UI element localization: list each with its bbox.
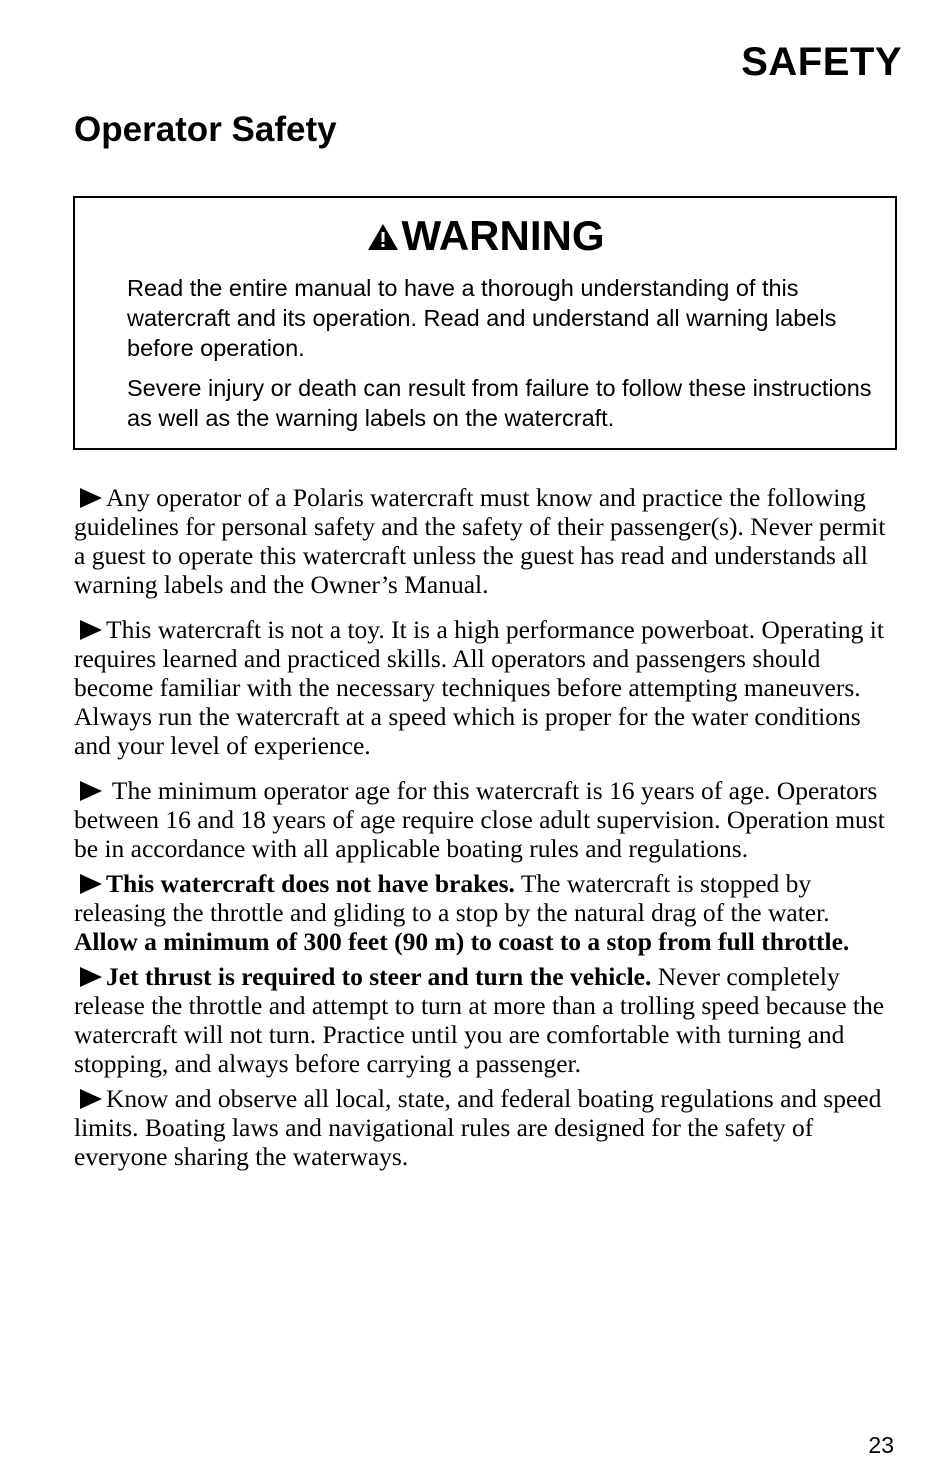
- guideline-bold-text: This watercraft does not have brakes.: [106, 869, 515, 898]
- guideline-item: [74, 869, 896, 956]
- guideline-text: This watercraft is not a toy. It is a high performance powerboat. Operating it requires learned and practiced skills. All operators and passengers should become familiar with the necessary techniques before attempting maneuvers. Always run the watercraft at a speed which is proper for the water conditions and your level of experience.: [74, 615, 884, 760]
- warning-body: [127, 273, 875, 443]
- warning-triangle-icon: [366, 222, 400, 252]
- guideline-text: Never completely release the throttle and attempt to turn at more than a trolling speed because the watercraft will not turn. Practice until you are comfortable with turning and stopping, and always before carrying a passenger.: [74, 962, 885, 1078]
- page-title: Operator Safety: [74, 110, 337, 149]
- guideline-text: Know and observe all local, state, and federal boating regulations and speed limits. Boating laws and navigational rules are designed for the safety of everyone sharing the waterways.: [74, 1084, 882, 1171]
- guideline-item: [74, 483, 896, 599]
- warning-paragraph: Read the entire manual to have a thorough understanding of this watercraft and its operation. Read and understand all warning labels before operation.: [127, 275, 837, 361]
- guideline-text: The watercraft is stopped by releasing the throttle and gliding to a stop by the natural drag of the water.: [74, 869, 830, 927]
- arrow-bullet-icon: [80, 781, 102, 801]
- guideline-text: Any operator of a Polaris watercraft must know and practice the following guidelines for personal safety and the safety of their passenger(s). Never permit a guest to operate this watercraft unless the guest has read and understands all warning labels and the Owner’s Manual.: [74, 483, 886, 599]
- guideline-item: [74, 776, 896, 863]
- guideline-text: The minimum operator age for this watercraft is 16 years of age. Operators between 16 and 18 years of age require close adult supervision. Operation must be in accordance with all applicable boating rules and regulations.: [74, 776, 885, 863]
- guideline-item: [74, 962, 896, 1078]
- safety-guidelines: [74, 483, 896, 1177]
- warning-box: [73, 196, 897, 450]
- section-header: SAFETY: [741, 40, 902, 84]
- arrow-bullet-icon: [80, 620, 102, 640]
- page-number: 23: [868, 1432, 894, 1458]
- arrow-bullet-icon: [80, 488, 102, 508]
- guideline-item: [74, 1084, 896, 1171]
- warning-paragraph: Severe injury or death can result from failure to follow these instructions as well as the warning labels on the watercraft.: [127, 375, 872, 431]
- guideline-bold-text: Allow a minimum of 300 feet (90 m) to coast to a stop from full throttle.: [74, 927, 850, 956]
- warning-heading-text: WARNING: [401, 212, 605, 259]
- warning-heading: [75, 212, 895, 260]
- arrow-bullet-icon: [80, 874, 102, 894]
- guideline-item: [74, 615, 896, 760]
- arrow-bullet-icon: [80, 1089, 102, 1109]
- arrow-bullet-icon: [80, 967, 102, 987]
- guideline-bold-text: Jet thrust is required to steer and turn the vehicle.: [106, 962, 652, 991]
